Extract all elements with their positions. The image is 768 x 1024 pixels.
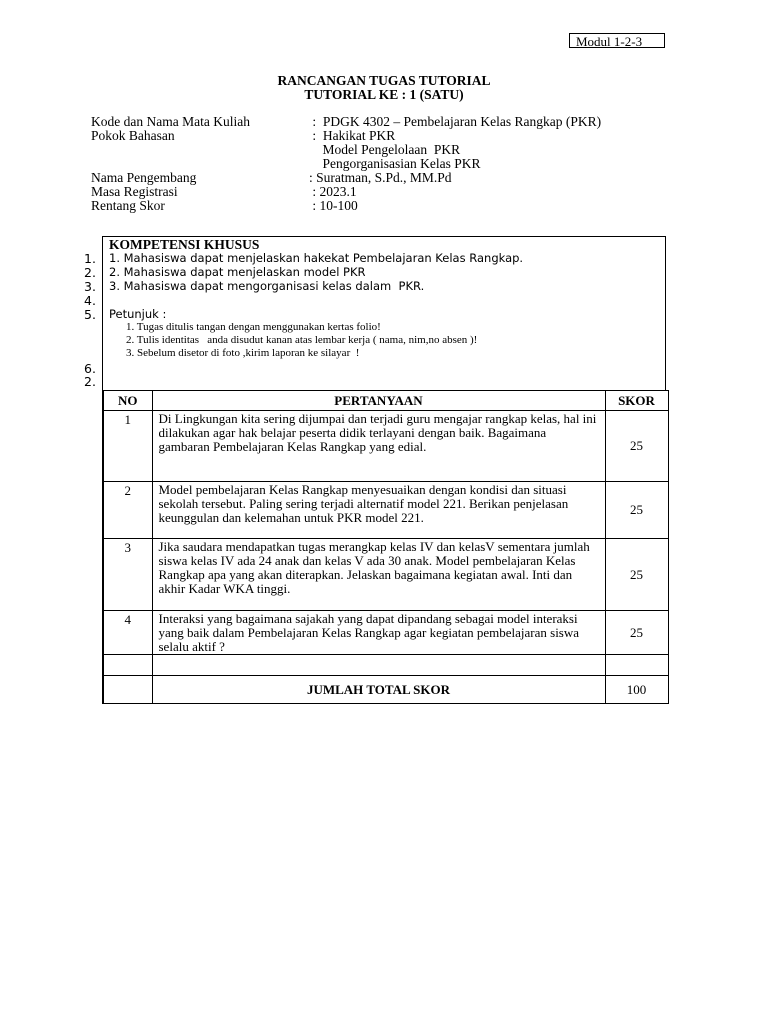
- empty-row: [103, 655, 668, 676]
- kompetensi-item: 3. Mahasiswa dapat mengorganisasi kelas dalam PKR.: [109, 279, 425, 293]
- info-value: : 10-100: [309, 198, 358, 213]
- margin-number: 2.: [84, 265, 96, 280]
- info-value: Model Pengelolaan PKR: [309, 142, 461, 157]
- kompetensi-item: 1. Mahasiswa dapat menjelaskan hakekat Pembelajaran Kelas Rangkap.: [109, 251, 524, 265]
- row-question: Di Lingkungan kita sering dijumpai dan terjadi guru mengajar rangkap kelas, hal ini dilakukan agar hak belajar peserta didik terlayani dengan baik. Bagaimana gambaran Pembelajaran Kelas Rangkap yang edial.: [152, 411, 605, 482]
- document-subtitle: TUTORIAL KE : 1 (SATU): [304, 87, 464, 102]
- header-pertanyaan: PERTANYAAN: [152, 391, 605, 411]
- info-value: Pengorganisasian Kelas PKR: [309, 156, 481, 171]
- document-title: RANCANGAN TUGAS TUTORIAL: [277, 73, 491, 88]
- kompetensi-heading: KOMPETENSI KHUSUS: [109, 237, 260, 252]
- info-value: : PDGK 4302 – Pembelajaran Kelas Rangkap (PKR): [309, 114, 602, 129]
- table-header-row: [103, 391, 668, 411]
- margin-number: 2.: [84, 374, 96, 389]
- info-label: Kode dan Nama Mata Kuliah: [91, 114, 250, 129]
- row-question: Interaksi yang bagaimana sajakah yang dapat dipandang sebagai model interaksi yang baik dalam Pembelajaran Kelas Rangkap agar kegiatan pembelajaran siswa selalu aktif ?: [152, 611, 605, 655]
- row-skor: 25: [605, 482, 668, 539]
- row-skor: 25: [605, 611, 668, 655]
- info-value: : Hakikat PKR: [309, 128, 396, 143]
- empty-cell: [605, 655, 668, 676]
- table-row: [103, 482, 668, 539]
- empty-cell: [152, 655, 605, 676]
- info-label: Pokok Bahasan: [91, 128, 175, 143]
- row-skor: 25: [605, 411, 668, 482]
- info-label: Rentang Skor: [91, 198, 165, 213]
- petunjuk-item: 2. Tulis identitas anda disudut kanan atas lembar kerja ( nama, nim,no absen )!: [126, 334, 478, 346]
- total-value: 100: [605, 676, 668, 704]
- info-label: Masa Registrasi: [91, 184, 178, 199]
- petunjuk-item: 3. Sebelum disetor di foto ,kirim laporan ke silayar !: [126, 347, 360, 359]
- empty-cell: [103, 655, 152, 676]
- margin-number: 1.: [84, 251, 96, 266]
- table-row: [103, 539, 668, 611]
- total-row: [103, 676, 668, 704]
- info-value: : Suratman, S.Pd., MM.Pd: [309, 170, 452, 185]
- row-no: 2: [103, 482, 152, 539]
- row-no: 1: [103, 411, 152, 482]
- row-question: Jika saudara mendapatkan tugas merangkap kelas IV dan kelasV sementara jumlah siswa kelas IV ada 24 anak dan kelas V ada 30 anak. Model pembelajaran Kelas Rangkap apa yang akan diterapkan. Jelaskan bagaimana kegiatan awal. Inti dan akhir Kadar WKA tinggi.: [152, 539, 605, 611]
- table-row: [103, 411, 668, 482]
- modul-label: Modul 1-2-3: [569, 33, 665, 48]
- info-value: : 2023.1: [309, 184, 357, 199]
- kompetensi-box: [102, 236, 666, 391]
- margin-number: 5.: [84, 307, 96, 322]
- row-question: Model pembelajaran Kelas Rangkap menyesuaikan dengan kondisi dan situasi sekolah tersebut. Paling sering terjadi alternatif model 221. Berikan penjelasan keunggulan dan kelemahan untuk PKR model 221.: [152, 482, 605, 539]
- row-no: 4: [103, 611, 152, 655]
- table-row: [103, 611, 668, 655]
- question-table: [102, 390, 669, 704]
- margin-number: 6.: [84, 361, 96, 376]
- empty-cell: [103, 676, 152, 704]
- header-no: NO: [103, 391, 152, 411]
- petunjuk-label: Petunjuk :: [109, 307, 167, 321]
- total-label: JUMLAH TOTAL SKOR: [152, 676, 605, 704]
- header-skor: SKOR: [605, 391, 668, 411]
- row-skor: 25: [605, 539, 668, 611]
- row-no: 3: [103, 539, 152, 611]
- margin-number: 3.: [84, 279, 96, 294]
- margin-number: 4.: [84, 293, 96, 308]
- kompetensi-item: 2. Mahasiswa dapat menjelaskan model PKR: [109, 265, 366, 279]
- petunjuk-item: 1. Tugas ditulis tangan dengan menggunakan kertas folio!: [126, 321, 381, 333]
- info-label: Nama Pengembang: [91, 170, 197, 185]
